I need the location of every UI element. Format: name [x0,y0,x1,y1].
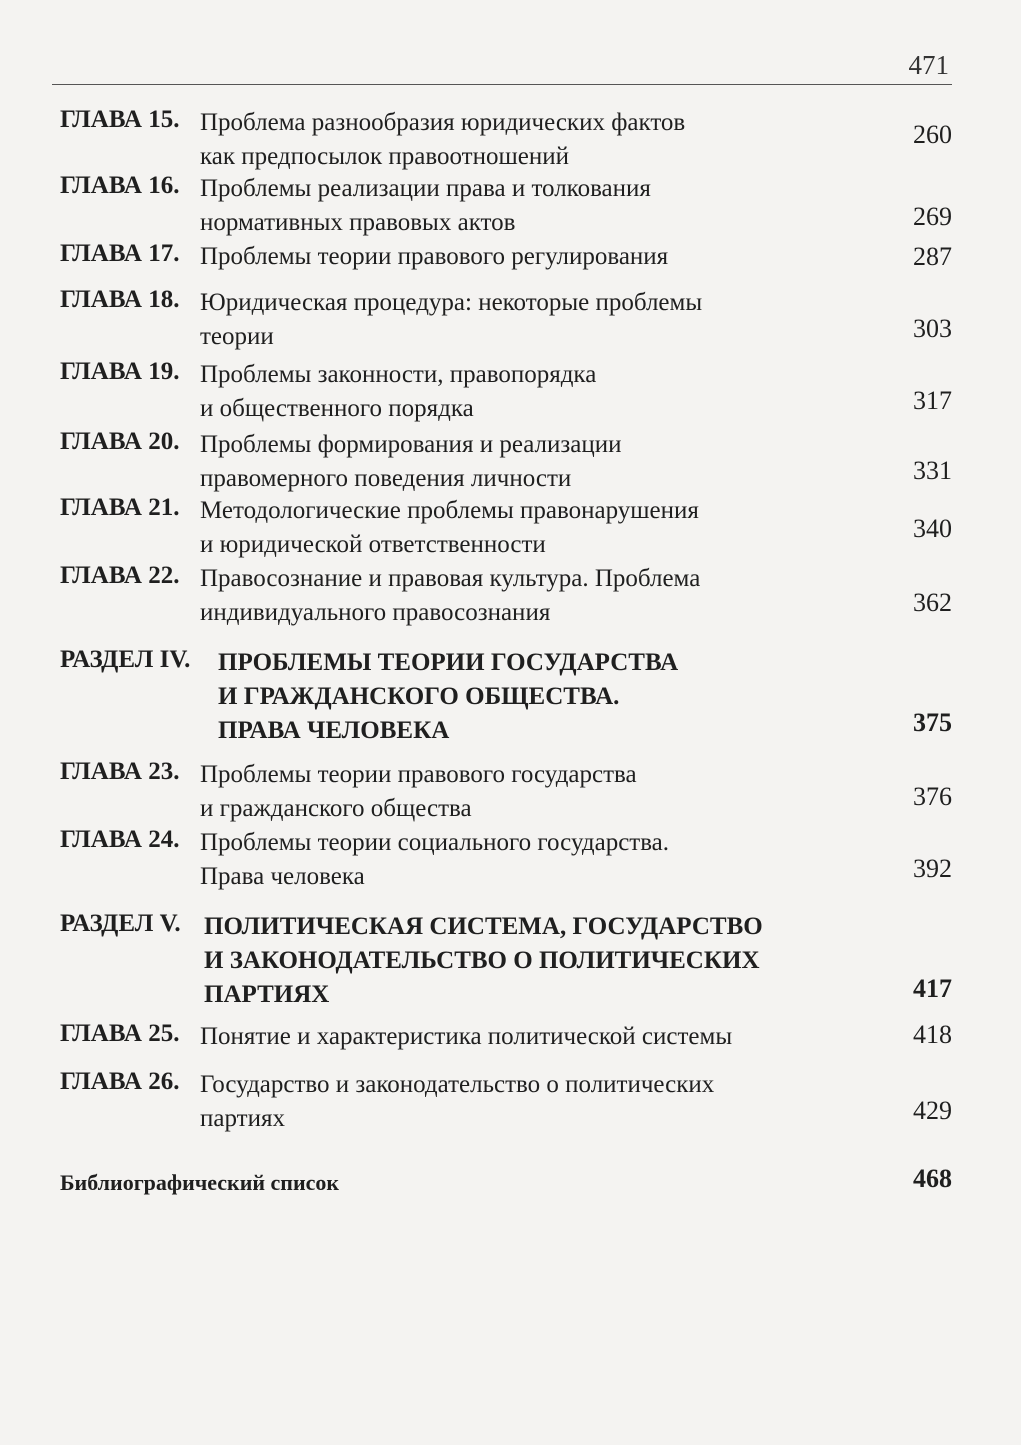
title-line: нормативных правовых актов [200,209,516,236]
entry-page: 392 [913,854,952,883]
entry-label: ГЛАВА 24. [60,826,180,853]
title-line: ПРАВА ЧЕЛОВЕКА [218,717,450,744]
title-line: Методологические проблемы правонарушения [200,497,699,524]
entry-page: 429 [913,1096,952,1125]
title-line: Проблемы теории правового государства [200,761,637,788]
entry-label: ГЛАВА 25. [60,1020,180,1047]
entry-title [200,428,622,496]
title-line: И ГРАЖДАНСКОГО ОБЩЕСТВА. [218,683,620,710]
title-line: Права человека [200,863,365,890]
entry-page: 287 [913,242,952,271]
entry-page: 376 [913,782,952,811]
entry-title [204,910,763,1012]
title-line: и гражданского общества [200,795,472,822]
entry-title [200,240,668,274]
title-line: Юридическая процедура: некоторые проблемы [200,289,703,316]
entry-page: 375 [913,708,952,737]
title-line: Проблемы теории социального государства. [200,829,670,856]
entry-page: 269 [913,202,952,231]
title-line: Правосознание и правовая культура. Проблема [200,565,701,592]
entry-title [200,562,700,630]
title-line: и общественного порядка [200,395,474,422]
entry-label: ГЛАВА 22. [60,562,180,589]
entry-title [200,286,702,354]
entry-page: 331 [913,456,952,485]
entry-label: РАЗДЕЛ IV. [60,646,191,673]
title-line: и юридической ответственности [200,531,546,558]
title-line: партиях [200,1105,285,1132]
title-line: Проблемы формирования и реализации [200,431,622,458]
title-line: ПОЛИТИЧЕСКАЯ СИСТЕМА, ГОСУДАРСТВО [204,913,763,940]
title-line: ПАРТИЯХ [204,981,330,1008]
entry-page: 468 [913,1164,952,1193]
entry-title [200,1068,714,1136]
entry-page: 417 [913,974,952,1003]
title-line: Проблемы законности, правопорядка [200,361,597,388]
entry-label: ГЛАВА 15. [60,106,180,133]
entry-label: ГЛАВА 20. [60,428,180,455]
entry-page: 317 [913,386,952,415]
entry-title [200,106,685,174]
entry-label: ГЛАВА 18. [60,286,180,313]
bibliography-title [60,1166,339,1200]
entry-title [200,358,596,426]
title-line: Проблемы теории правового регулирования [200,243,669,270]
title-line: индивидуального правосознания [200,599,551,626]
title-line: Библиографический список [60,1170,340,1195]
entry-title [200,758,637,826]
title-line: ПРОБЛЕМЫ ТЕОРИИ ГОСУДАРСТВА [218,649,679,676]
entry-title [218,646,678,748]
entry-page: 260 [913,120,952,149]
page-number: 471 [908,50,949,80]
title-line: Проблемы реализации права и толкования [200,175,651,202]
title-line: И ЗАКОНОДАТЕЛЬСТВО О ПОЛИТИЧЕСКИХ [204,947,760,974]
entry-title [200,494,699,562]
entry-page: 362 [913,588,952,617]
entry-title [200,172,651,240]
title-line: Проблема разнообразия юридических фактов [200,109,686,136]
title-line: как предпосылок правоотношений [200,143,569,170]
entry-title [200,826,669,894]
title-line: Государство и законодательство о политических [200,1071,715,1098]
entry-page: 303 [913,314,952,343]
entry-label: ГЛАВА 23. [60,758,180,785]
entry-label: ГЛАВА 26. [60,1068,180,1095]
entry-label: ГЛАВА 19. [60,358,180,385]
entry-label: ГЛАВА 21. [60,494,180,521]
header-rule [52,84,952,85]
entry-page: 340 [913,514,952,543]
entry-title [200,1020,732,1054]
title-line: правомерного поведения личности [200,465,572,492]
entry-label: РАЗДЕЛ V. [60,910,181,937]
title-line: Понятие и характеристика политической системы [200,1023,733,1050]
entry-label: ГЛАВА 17. [60,240,180,267]
title-line: теории [200,323,274,350]
entry-label: ГЛАВА 16. [60,172,180,199]
entry-page: 418 [913,1020,952,1049]
